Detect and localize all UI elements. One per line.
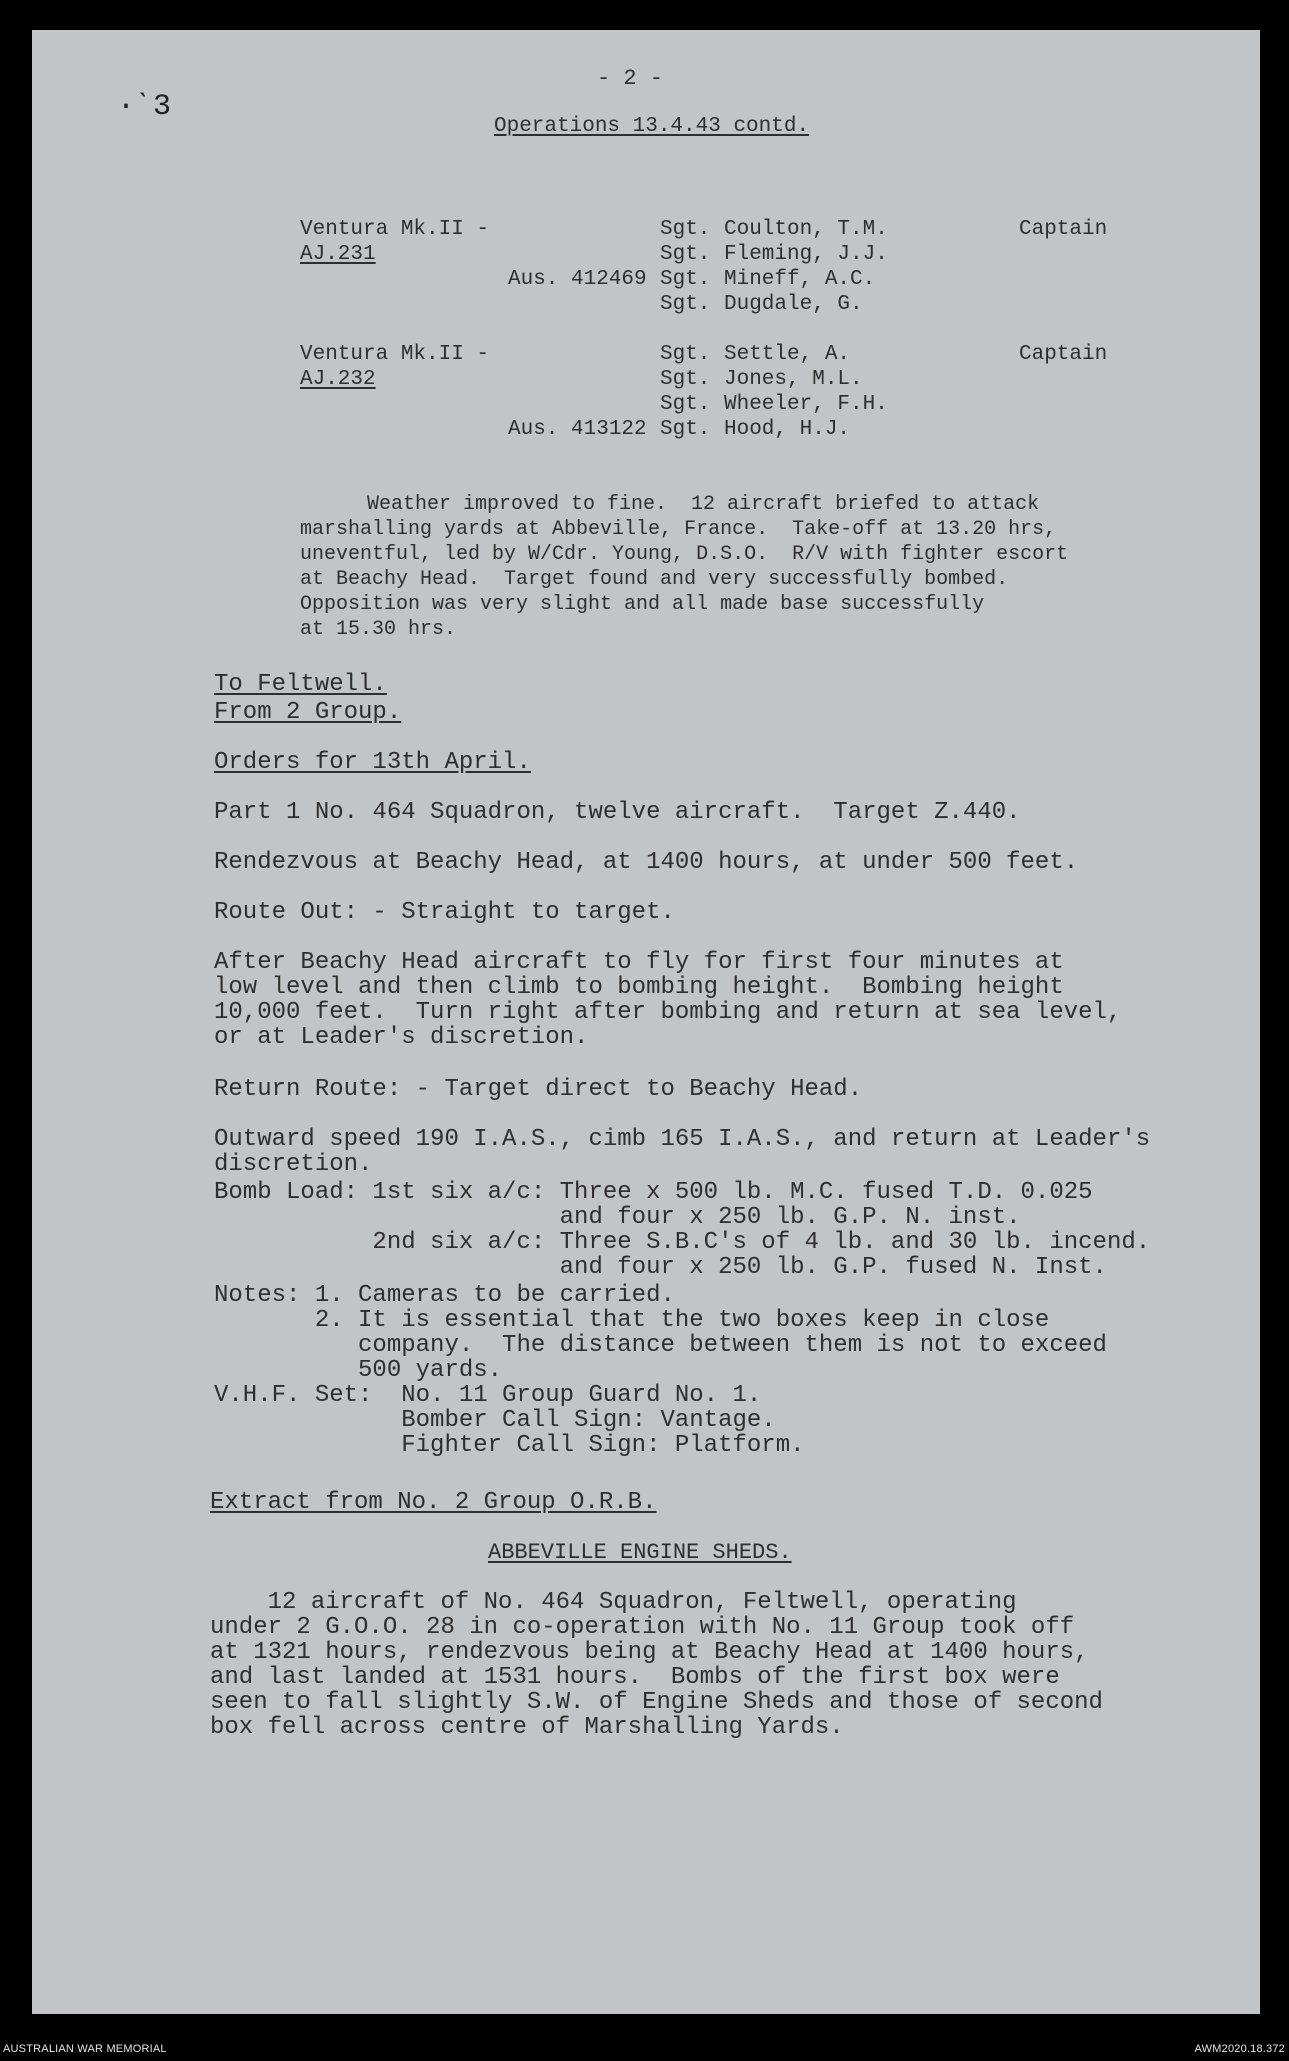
crew-rank: Sgt. xyxy=(660,218,711,241)
aircraft-type: Ventura Mk.II - xyxy=(300,343,490,366)
aircraft-serial: AJ.231 xyxy=(300,243,376,266)
vhf-line: Bomber Call Sign: Vantage. xyxy=(214,1407,776,1434)
orders-return-route: Return Route: - Target direct to Beachy Head. xyxy=(214,1076,863,1103)
bomb-load-line: Bomb Load: 1st six a/c: Three x 500 lb. M.C. fused T.D. 0.025 xyxy=(214,1179,1093,1206)
service-number: Aus. 412469 xyxy=(508,268,647,291)
orders-line: low level and then climb to bombing height. Bombing height xyxy=(214,974,1064,1001)
bomb-load-line: and four x 250 lb. G.P. N. inst. xyxy=(214,1204,1021,1231)
orders-line: discretion. xyxy=(214,1151,373,1178)
extract-line: and last landed at 1531 hours. Bombs of the first box were xyxy=(210,1664,1060,1691)
crew-rank: Sgt. xyxy=(660,268,711,291)
crew-name: Jones, M.L. xyxy=(724,368,863,391)
extract-title: ABBEVILLE ENGINE SHEDS. xyxy=(488,1540,792,1565)
crew-role: Captain xyxy=(1019,218,1108,241)
orders-line: or at Leader's discretion. xyxy=(214,1024,589,1051)
paragraph-line: at Beachy Head. Target found and very successfully bombed. xyxy=(300,568,1009,591)
orders-rendezvous: Rendezvous at Beachy Head, at 1400 hours, at under 500 feet. xyxy=(214,849,1079,876)
extract-line: seen to fall slightly S.W. of Engine Sheds and those of second xyxy=(210,1689,1103,1716)
bomb-load-line: and four x 250 lb. G.P. fused N. Inst. xyxy=(214,1254,1107,1281)
crew-rank: Sgt. xyxy=(660,293,711,316)
crew-name: Mineff, A.C. xyxy=(724,268,876,291)
crew-name: Hood, H.J. xyxy=(724,418,851,441)
notes-line: 500 yards. xyxy=(214,1357,503,1384)
service-number: Aus. 413122 xyxy=(508,418,647,441)
crew-rank: Sgt. xyxy=(660,243,711,266)
notes-line: Notes: 1. Cameras to be carried. xyxy=(214,1282,675,1309)
page-title: Operations 13.4.43 contd. xyxy=(494,115,810,138)
vhf-line: V.H.F. Set: No. 11 Group Guard No. 1. xyxy=(214,1382,762,1409)
orders-heading: Orders for 13th April. xyxy=(214,749,531,776)
orders-route-out: Route Out: - Straight to target. xyxy=(214,899,675,926)
document-page xyxy=(32,30,1260,2014)
signal-to: To Feltwell. xyxy=(214,671,387,698)
crew-role: Captain xyxy=(1019,343,1108,366)
paragraph-line: Opposition was very slight and all made base successfully xyxy=(300,593,985,616)
crew-rank: Sgt. xyxy=(660,393,711,416)
extract-heading: Extract from No. 2 Group O.R.B. xyxy=(210,1489,657,1516)
paragraph-line: Weather improved to fine. 12 aircraft briefed to attack xyxy=(367,493,1040,516)
signal-from: From 2 Group. xyxy=(214,699,402,726)
orders-line: Outward speed 190 I.A.S., cimb 165 I.A.S., and return at Leader's xyxy=(214,1126,1151,1153)
extract-line: under 2 G.O.O. 28 in co-operation with No. 11 Group took off xyxy=(210,1614,1075,1641)
crew-rank: Sgt. xyxy=(660,343,711,366)
paragraph-line: at 15.30 hrs. xyxy=(300,618,457,641)
notes-line: company. The distance between them is not to exceed xyxy=(214,1332,1107,1359)
crew-name: Coulton, T.M. xyxy=(724,218,888,241)
crew-name: Dugdale, G. xyxy=(724,293,863,316)
crew-rank: Sgt. xyxy=(660,368,711,391)
aircraft-serial: AJ.232 xyxy=(300,368,376,391)
crew-name: Settle, A. xyxy=(724,343,851,366)
notes-line: 2. It is essential that the two boxes keep in close xyxy=(214,1307,1050,1334)
ink-mark: ·ˋ3 xyxy=(117,90,172,124)
extract-line: at 1321 hours, rendezvous being at Beachy Head at 1400 hours, xyxy=(210,1639,1089,1666)
footer-institution: AUSTRALIAN WAR MEMORIAL xyxy=(3,2043,167,2055)
orders-line: 10,000 feet. Turn right after bombing and return at sea level, xyxy=(214,999,1122,1026)
orders-line: After Beachy Head aircraft to fly for first four minutes at xyxy=(214,949,1064,976)
extract-line: 12 aircraft of No. 464 Squadron, Feltwell, operating xyxy=(210,1589,1017,1616)
paragraph-line: uneventful, led by W/Cdr. Young, D.S.O. R/V with fighter escort xyxy=(300,543,1069,566)
crew-name: Fleming, J.J. xyxy=(724,243,888,266)
bomb-load-line: 2nd six a/c: Three S.B.C's of 4 lb. and 30 lb. incend. xyxy=(214,1229,1151,1256)
paragraph-line: marshalling yards at Abbeville, France. Take-off at 13.20 hrs, xyxy=(300,518,1057,541)
footer-accession-number: AWM2020.18.372 xyxy=(1194,2043,1285,2055)
extract-line: box fell across centre of Marshalling Yards. xyxy=(210,1714,844,1741)
aircraft-type: Ventura Mk.II - xyxy=(300,218,490,241)
page-number: - 2 - xyxy=(597,66,664,91)
crew-name: Wheeler, F.H. xyxy=(724,393,888,416)
vhf-line: Fighter Call Sign: Platform. xyxy=(214,1432,805,1459)
orders-part1: Part 1 No. 464 Squadron, twelve aircraft. Target Z.440. xyxy=(214,799,1021,826)
crew-rank: Sgt. xyxy=(660,418,711,441)
